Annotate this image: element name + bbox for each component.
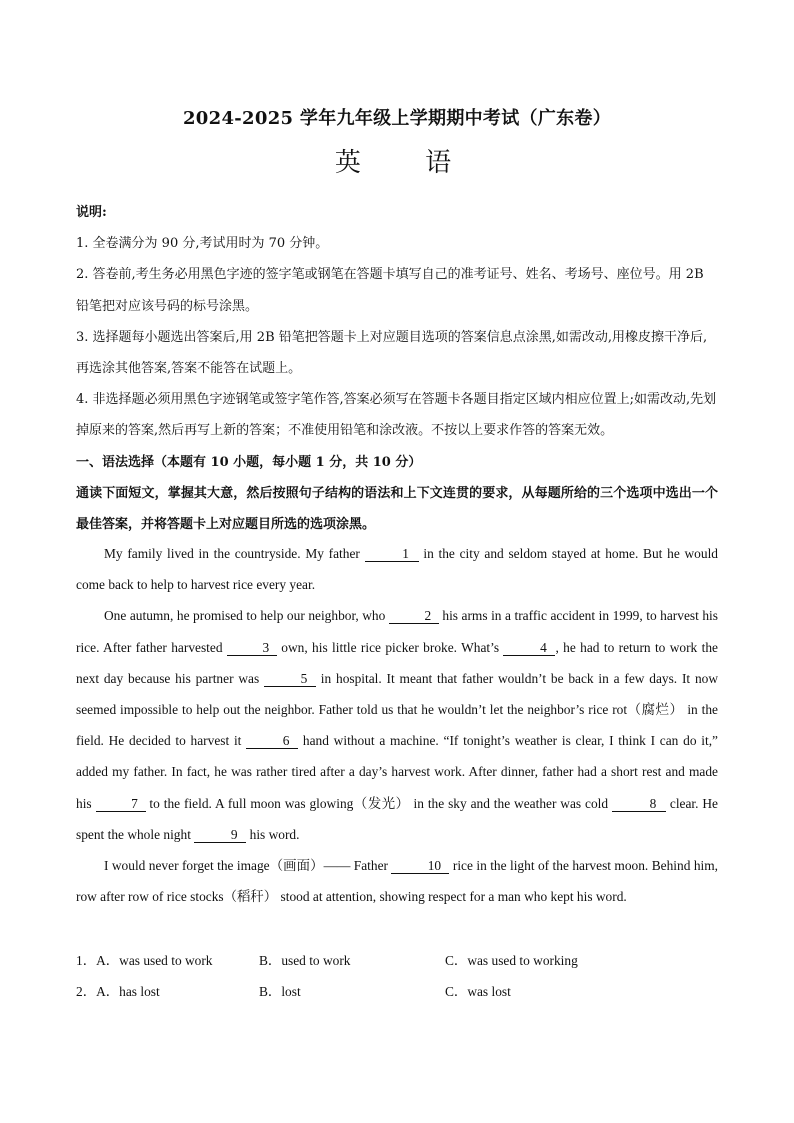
passage-text: in hospital. It meant that father wouldn’t be back in a few days. It now seemed impossible to help out the neighbor. Father told us that he wouldn’t let the neighbor’s rice rot（腐烂） in the field. He decided to harvest it [76,670,719,749]
passage-paragraph-3 [76,850,718,912]
answer-blank-1: 1 [365,547,419,562]
instructions-heading: 说明: [76,205,107,220]
question-number: 2． [76,984,97,999]
instructions [76,197,718,540]
answer-blank-3: 3 [227,641,277,656]
answer-blank-8: 8 [612,797,666,812]
question-2-options [76,976,718,1007]
answer-blank-2: 2 [389,609,439,624]
instruction-item-3: 3. 选择题每小题选出答案后,用 2B 铅笔把答题卡上对应题目选项的答案信息点涂黑,如需改动,用橡皮擦干净后,再选涂其他答案,答案不能答在试题上。 [76,329,708,377]
answer-blank-7: 7 [96,797,146,812]
passage-text: his word. [246,826,300,842]
question-number: 1． [76,953,97,968]
instruction-item-4: 4. 非选择题必须用黑色字迹钢笔或签字笔作答,答案必须写在答题卡各题目指定区域内相应位置上;如需改动,先划掉原来的答案,然后再写上新的答案；不准使用铅笔和涂改液。不按以上要求作答的答案无效。 [76,392,717,439]
section1-heading: 一、语法选择（本题有 10 小题，每小题 1 分，共 10 分） [76,454,422,470]
instruction-item-2: 2. 答卷前,考生务必用黑色字迹的签字笔或钢笔在答题卡填写自己的准考证号、姓名、考场号、座位号。用 2B 铅笔把对应该号码的标号涂黑。 [76,267,704,314]
option-a-text: A．was used to work [96,953,213,968]
subject-title: 英 语 [334,148,480,178]
instruction-item-1: 1. 全卷满分为 90 分,考试用时为 70 分钟。 [76,236,329,252]
passage-text: hand without a machine. “If tonight’s weather is clear, I think I can do it,” added my father. In fact, he was rather tired after a day’s harvest work. After dinner, father had a short rest and made his [76,733,718,811]
passage-text: own, his little rice picker broke. What’s [276,639,504,655]
reading-passage [76,538,718,912]
passage-text: I would never forget the image（画面）—— Father [104,858,392,874]
passage-text: clear. He spent the whole night [76,795,719,842]
passage-text: My family lived in the countryside. My father [104,546,365,561]
question-2-option-c[interactable]: C．was lost [445,984,511,999]
passage-text: , he had to return to work the next day because his partner was [76,639,718,686]
question-1-option-a[interactable] [76,945,259,976]
section1-directions: 通读下面短文，掌握其大意，然后按照句子结构的语法和上下文连贯的要求，从每题所给的三个选项中选出一个最佳答案，并将答题卡上对应题目所选的选项涂黑。 [76,485,718,533]
answer-blank-9: 9 [194,828,246,843]
passage-text: his arms in a traffic accident in 1999, to harvest his rice. After father harvested [76,608,718,655]
options-list [76,945,718,1007]
question-2-option-b[interactable]: B．lost [259,984,301,999]
question-2-option-a[interactable] [76,976,259,1007]
passage-text: One autumn, he promised to help our neighbor, who [104,608,389,624]
question-1-option-c[interactable]: C．was used to working [445,953,578,968]
answer-blank-4: 4 [503,641,555,656]
question-1-option-b[interactable]: B．used to work [259,953,351,968]
answer-blank-6: 6 [246,734,298,749]
exam-title: 2024-2025 学年九年级上学期期中考试（广东卷） [182,108,612,129]
passage-paragraph-2 [76,600,718,850]
question-1-options [76,945,718,976]
passage-text: in the city and seldom stayed at home. But he would come back to help to harvest rice every year. [76,546,718,593]
passage-text: rice in the light of the harvest moon. Behind him, row after row of rice stocks（稻秆） stood at attention, showing respect for a man who kept his word. [76,858,719,905]
answer-blank-5: 5 [264,672,316,687]
passage-text: to the field. A full moon was glowing（发光） in the sky and the weather was cold [145,795,612,811]
option-a-text: A．has lost [96,984,160,999]
answer-blank-10: 10 [391,859,449,874]
passage-paragraph-1 [76,538,718,600]
